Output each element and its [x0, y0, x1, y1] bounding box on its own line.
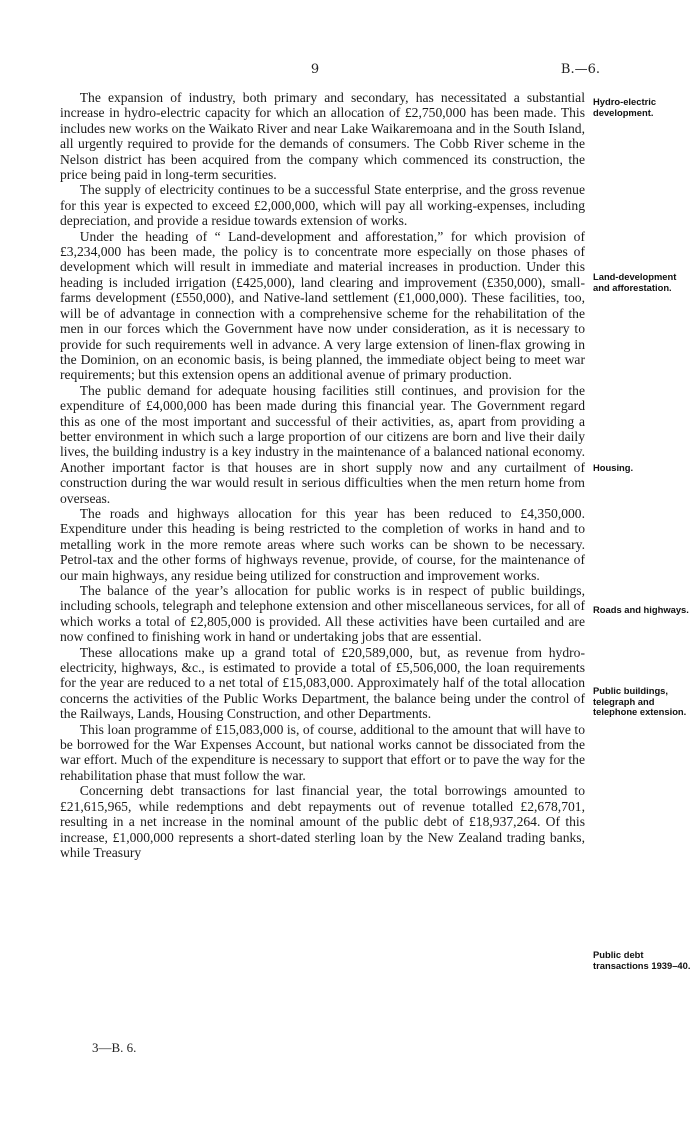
margin-note-land-development: Land-development and afforestation.	[593, 271, 677, 293]
page-number: 9	[310, 62, 320, 77]
paragraph-loan-programme: This loan programme of £15,083,000 is, of course, additional to the amount that will have to be borrowed for the War Expenses Account, but national works cannot be dissociated from the war effort. Much of the expenditure is necessary to support that effort or to pave the way for the rehabilitation phase that must follow the war.	[60, 721, 585, 783]
paragraph-public-buildings: The balance of the year’s allocation for public works is in respect of public buildings, including schools, telegraph and telephone extension and other miscellaneous services, for all of which works a total of £2,805,000 is provided. All these activities have been curtailed and are now confined to finishing work in hand or undertaking jobs that are essential.	[60, 583, 585, 645]
paragraph-grand-total: These allocations make up a grand total of £20,589,000, but, as revenue from hydro-electricity, highways, &c., is estimated to provide a total of £5,506,000, the loan requirements for the year are reduced to a net total of £15,083,000. Approximately half of the total allocation concerns the activities of the Public Works Department, the balance being under the control of the Railways, Lands, Housing Construction, and other Departments.	[60, 644, 585, 722]
margin-note-roads: Roads and highways.	[593, 604, 689, 615]
paragraph-housing: The public demand for adequate housing facilities still continues, and provision for the expenditure of £4,000,000 has been made during this financial year. The Government regard this as one of the most important and successful of their activities, as, apart from providing a better environment in which such a large proportion of our citizens are born and live their daily lives, the building industry is a key industry in the maintenance of a balanced national economy. Another important factor is that houses are in short supply now and any curtailment of construction during the war would result in serious difficulties when the men return home from overseas.	[60, 382, 585, 506]
paragraph-land-development: Under the heading of “ Land-development and afforestation,” for which provision of £3,234,000 has been made, the policy is to concentrate more especially on those phases of development which will result in immediate and material increases in production. Under this heading is included irrigation (£425,000), land clearing and improvement (£350,000), small-farms development (£550,000), and Native-land settlement (£1,000,000). These facilities, too, will be of advantage in connection with a comprehensive scheme for the rehabilitation of the men in our forces which the Government have now under consideration, as it is necessary to provide for such requirements well in advance. A very large extension of linen-flax growing in the Dominion, on an economic basis, is being planned, the immediate object being to meet war requirements; but this extension opens an additional avenue of primary production.	[60, 228, 585, 383]
paragraph-debt-transactions: Concerning debt transactions for last financial year, the total borrowings amounted to £21,615,965, while redemptions and debt repayments out of revenue totalled £2,678,701, resulting in a net increase in the nominal amount of the public debt of £18,937,264. Of this increase, £1,000,000 represents a short-dated sterling loan by the New Zealand trading banks, while Treasury	[60, 783, 585, 860]
document-reference: B.—6.	[560, 62, 600, 77]
paragraph-roads: The roads and highways allocation for this year has been reduced to £4,350,000. Expenditure under this heading is being restricted to the completion of works in hand and to metalling work in the more remote areas where such works can be shown to be necessary. Petrol-tax and the other forms of highways revenue, provide, of course, for the maintenance of our main highways, any residue being utilized for construction and improvement works.	[60, 505, 585, 583]
margin-note-public-debt: Public debt transactions 1939–40.	[593, 949, 691, 971]
footer-signature: 3—B. 6.	[92, 1040, 137, 1055]
margin-note-housing: Housing.	[593, 462, 634, 473]
body-text	[60, 90, 585, 860]
paragraph-hydro-electric: The expansion of industry, both primary and secondary, has necessitated a substantial increase in hydro-electric capacity for which an allocation of £2,750,000 has been made. This includes new works on the Waikato River and near Lake Waikaremoana and in the South Island, all urgently required to provide for the demands of consumers. The Cobb River scheme in the Nelson district has been acquired from the company which commenced its construction, the price being paid in long-term securities.	[60, 90, 585, 183]
margin-note-hydro-electric: Hydro-electric development.	[593, 96, 657, 118]
margin-note-public-buildings: Public buildings, telegraph and telephone extension.	[593, 685, 687, 718]
paragraph-electricity-supply: The supply of electricity continues to be a successful State enterprise, and the gross revenue for this year is expected to exceed £2,000,000, which will pay all working-expenses, including depreciation, and provide a residue towards extension of works.	[60, 182, 585, 229]
